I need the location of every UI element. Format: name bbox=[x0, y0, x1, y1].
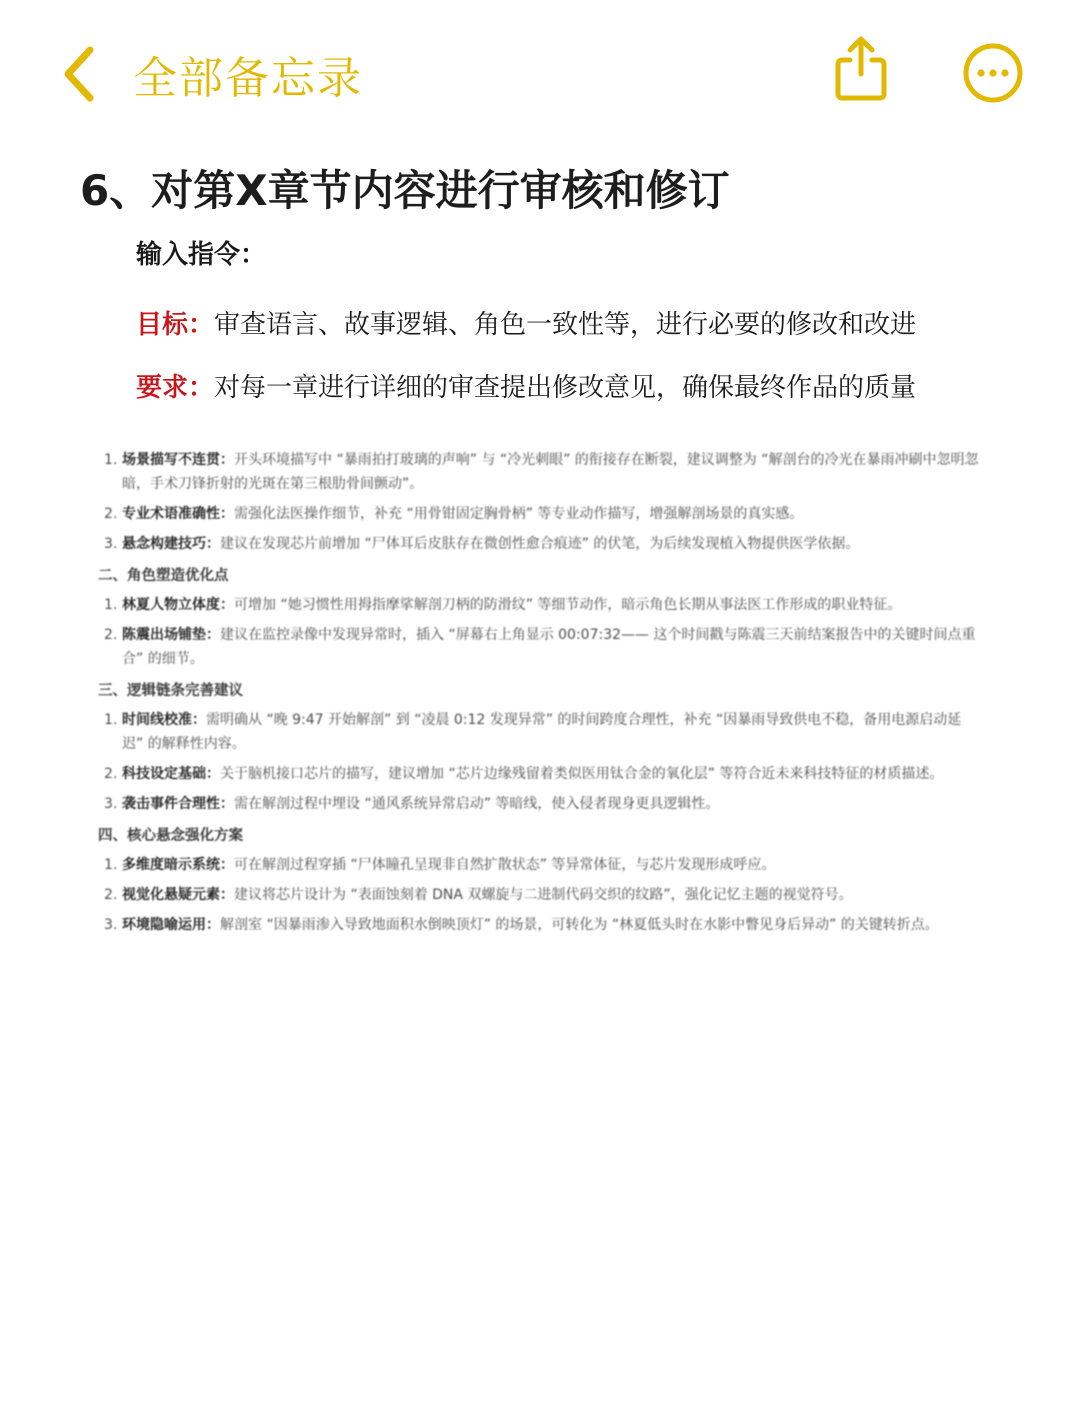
list-item: 1. 林夏人物立体度：可增加 “她习惯性用拇指摩挲解剖刀柄的防滑纹” 等细节动作，暗示角色长期从事法医工作形成的职业特征。 bbox=[104, 597, 902, 613]
document-fade bbox=[82, 1050, 982, 1074]
requirement-text: 对每一章进行详细的审查提出修改意见，确保最终作品的质量 bbox=[214, 373, 917, 403]
note-title: 6、对第X章节内容进行审核和修订 bbox=[80, 166, 730, 215]
list-item: 3. 环境隐喻运用：解剖室 “因暴雨渗入导致地面积水倒映顶灯” 的场景，可转化为 “林夏低头时在水影中瞥见身后异动” 的关键转折点。 bbox=[104, 917, 939, 933]
goal-key: 目标： bbox=[136, 310, 215, 340]
list-item: 2. 专业术语准确性：需强化法医操作细节，补充 “用骨钳固定胸骨柄” 等专业动作描写，增强解剖场景的真实感。 bbox=[104, 506, 804, 522]
share-icon[interactable] bbox=[832, 36, 890, 102]
list-item: 2. 陈震出场铺垫：建议在监控录像中发现异常时，插入 “屏幕右上角显示 00:07:32—— 这个时间戳与陈震三天前结案报告中的关键时间点重合” 的细节。 bbox=[104, 627, 976, 667]
list-item: 1. 多维度暗示系统：可在解剖过程穿插 “尸体瞳孔呈现非自然扩散状态” 等异常体征，与芯片发现形成呼应。 bbox=[104, 857, 776, 873]
list-item: 1. 场景描写不连贯：开头环境描写中 “暴雨拍打玻璃的声响” 与 “冷光刺眼” 的衔接存在断裂，建议调整为 “解剖台的冷光在暴雨冲刷中忽明忽暗，手术刀锋折射的光斑在第三根肋骨间颤动”。 bbox=[104, 452, 979, 492]
list-item: 2. 视觉化悬疑元素：建议将芯片设计为 “表面蚀刻着 DNA 双螺旋与二进制代码交织的纹路”，强化记忆主题的视觉符号。 bbox=[104, 887, 853, 903]
section-heading: 二、角色塑造优化点 bbox=[98, 568, 229, 584]
note-subtitle: 输入指令： bbox=[136, 240, 267, 270]
list-item: 2. 科技设定基础：关于脑机接口芯片的描写，建议增加 “芯片边缘残留着类似医用钛合金的氧化层” 等符合近未来科技特征的材质描述。 bbox=[104, 766, 944, 782]
requirement-line bbox=[136, 367, 916, 404]
goal-text: 审查语言、故事逻辑、角色一致性等，进行必要的修改和改进 bbox=[214, 310, 917, 340]
section-heading: 三、逻辑链条完善建议 bbox=[98, 683, 243, 699]
section-heading: 四、核心悬念强化方案 bbox=[98, 828, 243, 844]
embedded-document-image bbox=[82, 448, 982, 1070]
chevron-left-icon[interactable] bbox=[58, 44, 102, 104]
nav-bar bbox=[0, 0, 1080, 140]
back-button-label[interactable]: 全部备忘录 bbox=[133, 53, 363, 104]
requirement-key: 要求： bbox=[136, 373, 215, 403]
list-item: 1. 时间线校准：需明确从 “晚 9:47 开始解剖” 到 “凌晨 0:12 发现异常” 的时间跨度合理性，补充 “因暴雨导致供电不稳，备用电源启动延迟” 的解释性内容。 bbox=[104, 712, 962, 752]
list-item: 3. 袭击事件合理性：需在解剖过程中埋设 “通风系统异常启动” 等暗线，使入侵者现身更具逻辑性。 bbox=[104, 796, 720, 812]
goal-line bbox=[136, 304, 916, 341]
list-item: 3. 悬念构建技巧：建议在发现芯片前增加 “尸体耳后皮肤存在微创性愈合痕迹” 的伏笔，为后续发现植入物提供医学依据。 bbox=[104, 536, 860, 552]
more-icon[interactable] bbox=[962, 42, 1024, 104]
